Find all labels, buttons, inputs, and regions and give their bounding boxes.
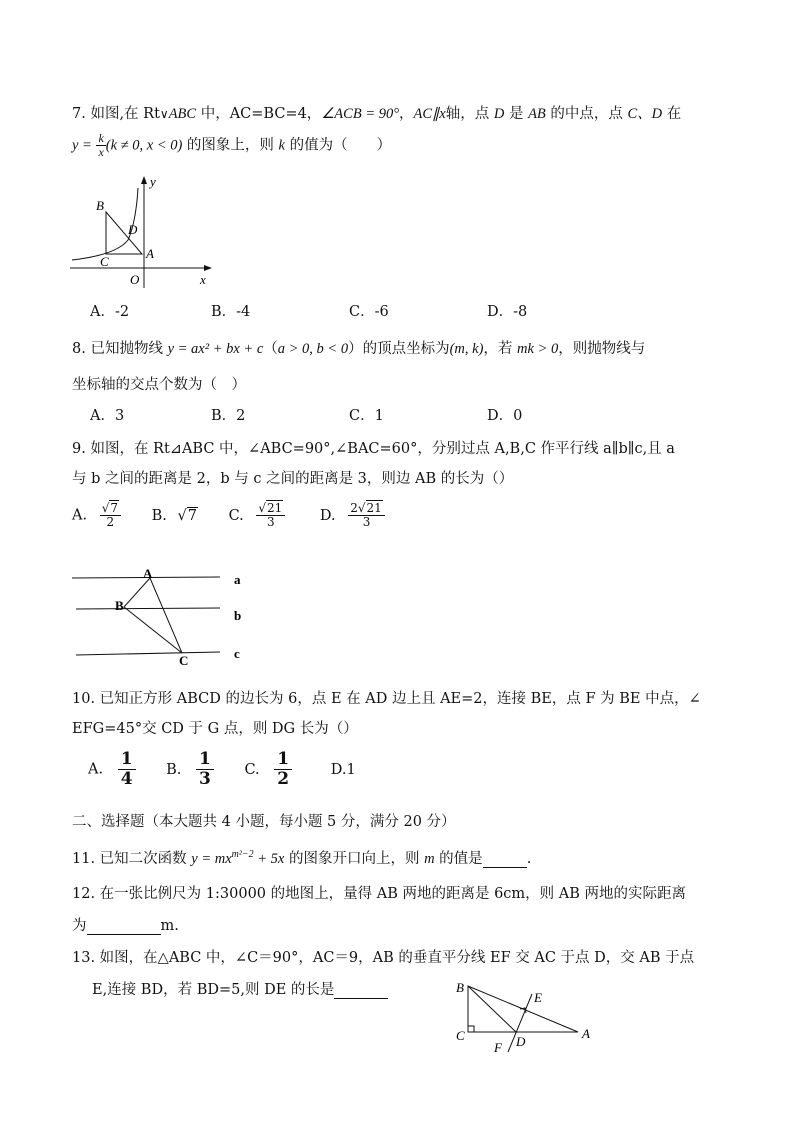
q7-line1: 7. 如图,在 Rt∨ABC 中，AC=BC=4，∠ACB = 90°，AC∥x轴，点 D 是 AB 的中点，点 C、D 在 [72,106,682,122]
x-axis-arrow [204,265,212,271]
q8-option-b: B．2 [211,408,246,424]
fig-label-x: x [200,272,206,287]
fig-label-c: C [456,1028,465,1043]
q7-option-d: D．-8 [487,304,528,320]
q9-options: A. $\frac{√7}{2}$ B. √7 C. $\frac{√21}{3}$ D. $\frac{2√21}{3}$ [72,502,385,529]
q8-option-d: D．0 [487,408,523,424]
q9-option-a-fraction: $\frac{√7}{2}$ [100,502,121,529]
right-triangle-symbol: ∨ [159,107,169,121]
right-angle-mark-e [520,1008,526,1013]
section-heading: 二、选择题（本大题共 4 小题，每小题 5 分，满分 20 分） [72,814,456,830]
right-angle-mark-c [468,1026,474,1032]
q7-option-c: C．-6 [349,304,389,320]
fig-label-a: A [146,246,154,261]
q8-line2: 坐标轴的交点个数为（ ） [72,377,246,393]
q10-options: A. $\frac{1}{4}$ B. $\frac{1}{3}$ C. $\frac{1}{2}$ D.1 [88,749,356,789]
fig-label-line-c: c [234,646,240,661]
parallel-line-c [76,652,220,655]
y-axis-arrow [141,176,147,184]
segment-bd [468,986,516,1032]
q7-line2: y = $\frac{k}{x}$ (k ≠ 0, x < 0) 的图象上，则 k 的值为（ ） [72,131,392,159]
fig-label-line-b: b [234,608,242,623]
fig-label-b: B [456,980,464,995]
fig-label-b: B [96,198,104,213]
q10-option-c-fraction: $\frac{1}{2}$ [274,750,292,789]
fig-label-d: D [128,222,138,237]
q7-option-b: B．-4 [211,304,251,320]
q10-line1: 10. 已知正方形 ABCD 的边长为 6，点 E 在 AD 边上且 AE=2，连接 BE，点 F 为 BE 中点，∠ [72,691,701,707]
q9-line2: 与 b 之间的距离是 2，b 与 c 之间的距离是 3，则边 AB 的长为（） [72,471,514,487]
q7-figure [66,170,216,292]
q7-option-a: A．-2 [90,304,130,320]
q10-line2: EFG=45°交 CD 于 G 点，则 DG 长为（） [72,721,358,737]
q9-figure [66,562,266,668]
q9-option-d-fraction: $\frac{2√21}{3}$ [348,502,385,529]
q8-option-a: A．3 [90,408,125,424]
q10-option-b-fraction: $\frac{1}{3}$ [196,750,214,789]
q13-figure [450,978,600,1058]
q11-line: 11. 已知二次函数 $y = mx^{m^2-2} + 5x$ 的图象开口向上，则 m 的值是 . [72,849,532,867]
parallel-line-b [76,608,220,609]
fig-label-f: F [494,1040,502,1055]
q12-line2: 为 m. [72,918,179,934]
fig-label-o: O [130,272,140,287]
fig-label-e: E [534,990,542,1005]
q9-line1: 9. 如图，在 Rt⊿ABC 中，∠ABC=90°,∠BAC=60°，分别过点 A,B,C 作平行线 a∥b∥c,且 a [72,441,675,457]
answer-blank[interactable] [87,918,161,935]
fig-label-line-a: a [234,572,241,587]
fig-label-b-point: B [115,598,124,613]
triangle-abc [124,578,182,653]
fig-label-c: C [100,254,109,269]
q10-option-a-fraction: $\frac{1}{4}$ [118,750,136,789]
answer-blank[interactable] [334,982,388,999]
fig-label-d: D [516,1034,526,1049]
q8-option-c: C．1 [349,408,384,424]
triangle-abc [468,986,578,1032]
k-over-x-fraction: $\frac{k}{x}$ [98,131,104,159]
q13-line2: E,连接 BD，若 BD=5,则 DE 的长是 [92,978,388,999]
q13-line1: 13. 如图，在△ABC 中，∠C＝90°，AC＝9，AB 的垂直平分线 EF 交 AC 于点 D，交 AB 于点 [72,950,695,966]
q12-line1: 12. 在一张比例尺为 1:30000 的地图上，量得 AB 两地的距离是 6cm，则 AB 两地的实际距离 [72,886,687,902]
fig-label-c-point: C [179,653,189,668]
fig-label-a-point: A [143,566,153,581]
q8-line1: 8. 已知抛物线 y = ax² + bx + c（a > 0, b < 0）的顶点坐标为(m, k)，若 mk > 0，则抛物线与 [72,341,646,357]
fig-label-y: y [150,174,156,189]
q9-option-b-sqrt: √7 [177,507,197,524]
answer-blank[interactable] [483,851,527,868]
q9-option-c-fraction: $\frac{√21}{3}$ [256,502,285,529]
fig-label-a: A [582,1026,590,1041]
